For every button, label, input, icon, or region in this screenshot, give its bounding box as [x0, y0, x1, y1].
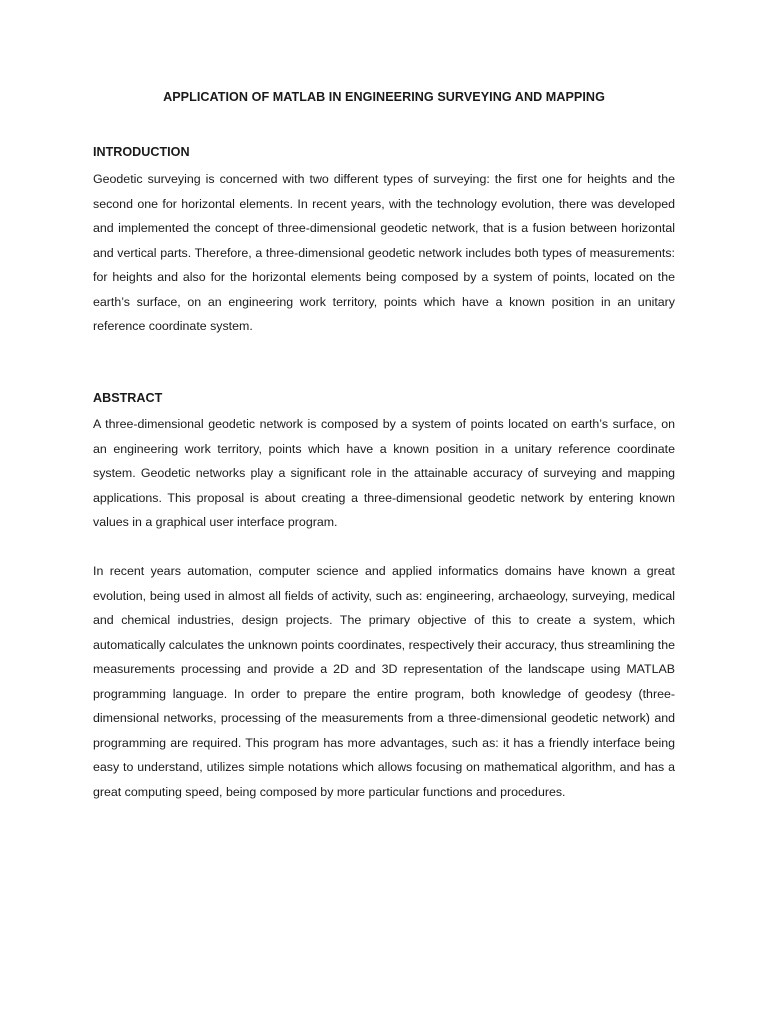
- introduction-heading: INTRODUCTION: [93, 145, 190, 159]
- abstract-paragraph-automation: In recent years automation, computer science and applied informatics domains have known a great evolution, being used in almost all fields of activity, such as: engineering, archaeology, surveying, medical and chemical industries, design projects. The primary objective of this to create a system, which automatically calculates the unknown points coordinates, respectively their accuracy, thus streamlining the measurements processing and provide a 2D and 3D representation of the landscape using MATLAB programming language. In order to prepare the entire program, both knowledge of geodesy (three-dimensional networks, processing of the measurements from a three-dimensional geodetic network) and programming are required. This program has more advantages, such as: it has a friendly interface being easy to understand, utilizes simple notations which allows focusing on mathematical algorithm, and has a great computing speed, being composed by more particular functions and procedures.: [93, 564, 675, 799]
- abstract-heading: ABSTRACT: [93, 391, 163, 405]
- abstract-paragraph: A three-dimensional geodetic network is composed by a system of points located on earth’s surface, on an engineering work territory, points which have a known position in a unitary reference coordinate system. Geodetic networks play a significant role in the attainable accuracy of surveying and mapping applications. This proposal is about creating a three-dimensional geodetic network by entering known values in a graphical user interface program.: [93, 417, 675, 529]
- document-title: APPLICATION OF MATLAB IN ENGINEERING SURVEYING AND MAPPING: [163, 90, 605, 104]
- introduction-paragraph: Geodetic surveying is concerned with two different types of surveying: the first one for heights and the second one for horizontal elements. In recent years, with the technology evolution, there was developed and implemented the concept of three-dimensional geodetic network, that is a fusion between horizontal and vertical parts. Therefore, a three-dimensional geodetic network includes both types of measurements: for heights and also for the horizontal elements being composed by a system of points, located on the earth’s surface, on an engineering work territory, points which have a known position in an unitary reference coordinate system.: [93, 172, 675, 333]
